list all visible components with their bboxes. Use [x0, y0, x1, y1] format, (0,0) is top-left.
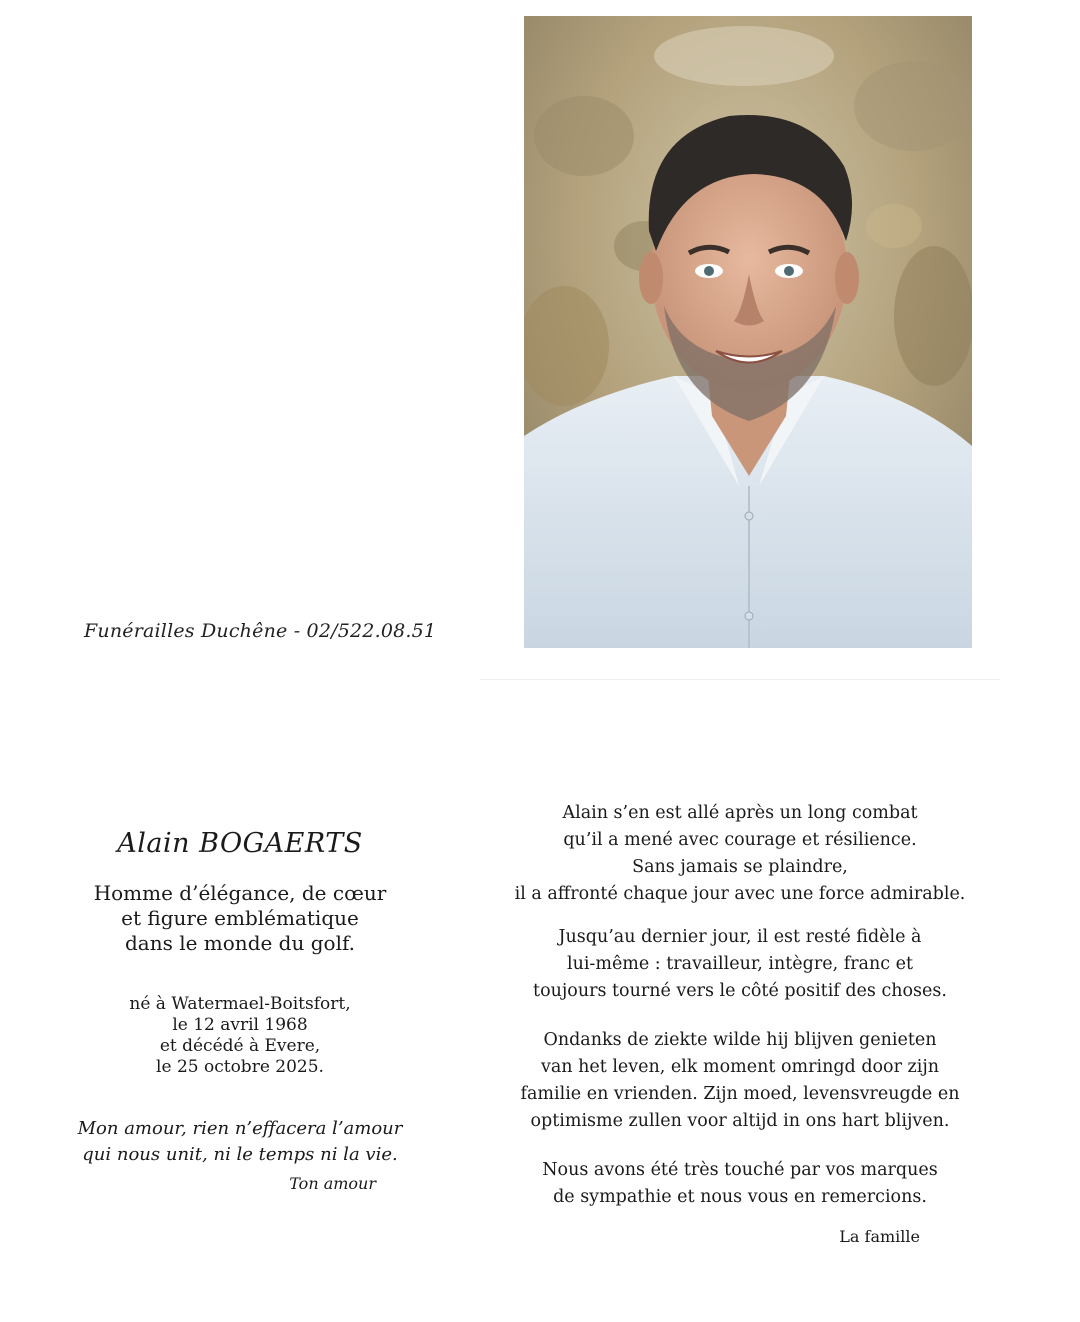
birth-death-dates: [60, 994, 420, 1078]
dates-line: le 12 avril 1968: [172, 1015, 308, 1035]
tagline-line: et figure emblématique: [121, 906, 359, 930]
family-signature: La famille: [839, 1227, 920, 1246]
tribute-line: Nous avons été très touché par vos marques: [542, 1160, 938, 1180]
tribute-line: Jusqu’au dernier jour, il est resté fidèle à: [558, 927, 922, 947]
dates-line: le 25 octobre 2025.: [156, 1057, 324, 1077]
tribute-paragraph: [508, 800, 972, 908]
portrait-illustration: [524, 16, 972, 648]
funeral-home-contact: Funérailles Duchêne - 02/522.08.51: [84, 620, 437, 642]
tagline-line: Homme d’élégance, de cœur: [93, 881, 387, 905]
tribute-line: Ondanks de ziekte wilde hij blijven genieten: [543, 1030, 937, 1050]
tribute-panel: [508, 800, 972, 1246]
tagline-line: dans le monde du golf.: [124, 931, 356, 955]
deceased-name: Alain BOGAERTS: [117, 828, 363, 859]
tribute-paragraph: [508, 1027, 972, 1135]
tribute-line: optimisme zullen voor altijd in ons hart blijven.: [530, 1111, 950, 1131]
tribute-line: Alain s’en est allé après un long combat: [562, 803, 918, 823]
tribute-line: van het leven, elk moment omringd door zijn: [540, 1057, 940, 1077]
deceased-tagline: [60, 881, 420, 956]
fold-line: [480, 679, 1000, 680]
tribute-paragraph: [508, 1157, 972, 1211]
dates-line: né à Watermael-Boitsfort,: [129, 994, 351, 1014]
deceased-info-panel: [60, 828, 420, 1193]
tribute-line: il a affronté chaque jour avec une force admirable.: [514, 884, 966, 904]
dedication-quote: [60, 1116, 420, 1168]
tribute-line: toujours tourné vers le côté positif des choses.: [533, 981, 947, 1001]
tribute-line: Sans jamais se plaindre,: [632, 857, 848, 877]
tribute-line: familie en vrienden. Zijn moed, levensvreugde en: [520, 1084, 960, 1104]
quote-line: qui nous unit, ni le temps ni la vie.: [82, 1144, 398, 1165]
tribute-paragraph: [508, 924, 972, 1005]
tribute-line: qu’il a mené avec courage et résilience.: [563, 830, 917, 850]
tribute-line: de sympathie et nous vous en remercions.: [553, 1187, 927, 1207]
portrait-photo: [524, 16, 972, 648]
dates-line: et décédé à Evere,: [159, 1036, 321, 1056]
tribute-line: lui-même : travailleur, intègre, franc et: [566, 954, 914, 974]
dedication-signature: Ton amour: [289, 1174, 376, 1193]
quote-line: Mon amour, rien n’effacera l’amour: [77, 1118, 403, 1139]
